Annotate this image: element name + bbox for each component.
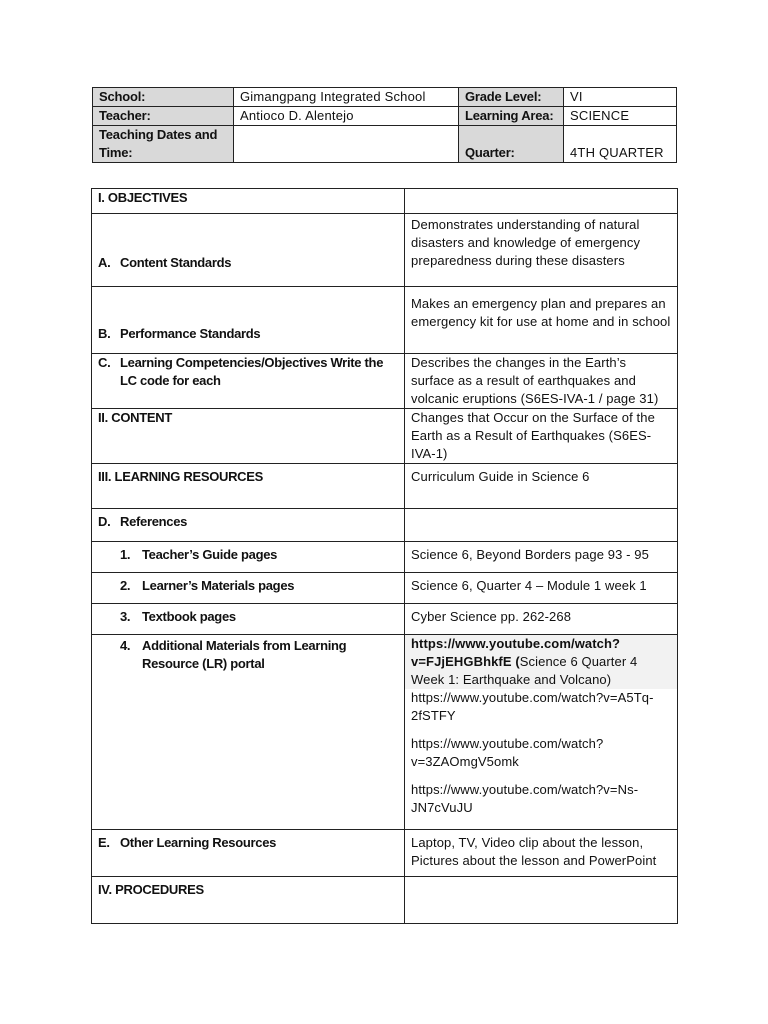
row-content-standards bbox=[92, 214, 678, 287]
row-objectives bbox=[92, 189, 678, 214]
learners-materials-text: Learner’s Materials pages bbox=[142, 578, 295, 593]
performance-standards-number: B. bbox=[98, 326, 111, 341]
quarter-label: Quarter: bbox=[459, 126, 564, 163]
references-text: References bbox=[120, 514, 188, 529]
header-row-school bbox=[93, 88, 677, 107]
content-heading: II. CONTENT bbox=[92, 409, 405, 464]
row-procedures bbox=[92, 877, 678, 924]
teachers-guide-number: 1. bbox=[120, 547, 131, 562]
row-performance-standards bbox=[92, 287, 678, 354]
additional-materials-label bbox=[92, 635, 405, 830]
header-info-table bbox=[92, 87, 677, 163]
procedures-value bbox=[405, 877, 678, 924]
row-references bbox=[92, 509, 678, 542]
school-value: Gimangpang Integrated School bbox=[234, 88, 459, 107]
grade-level-label: Grade Level: bbox=[459, 88, 564, 107]
procedures-heading: IV. PROCEDURES bbox=[92, 877, 405, 924]
row-additional-materials bbox=[92, 635, 678, 830]
additional-materials-text: Additional Materials from Learning Resource (LR) portal bbox=[142, 638, 347, 671]
lesson-plan-table bbox=[91, 188, 678, 924]
link-youtube-1-title: Science 6 Quarter 4 Week 1: Earthquake and Volcano) bbox=[411, 654, 638, 687]
learning-resources-value: Curriculum Guide in Science 6 bbox=[405, 464, 678, 509]
additional-materials-number: 4. bbox=[120, 638, 131, 653]
learners-materials-number: 2. bbox=[120, 578, 131, 593]
link-youtube-4[interactable]: https://www.youtube.com/watch?v=Ns-JN7cVuJU bbox=[411, 782, 639, 815]
textbook-label bbox=[92, 604, 405, 635]
performance-standards-value: Makes an emergency plan and prepares an emergency kit for use at home and in school bbox=[405, 287, 678, 354]
other-resources-label bbox=[92, 830, 405, 877]
textbook-value: Cyber Science pp. 262-268 bbox=[405, 604, 678, 635]
other-resources-number: E. bbox=[98, 835, 110, 850]
teachers-guide-label bbox=[92, 542, 405, 573]
school-label: School: bbox=[93, 88, 234, 107]
teaching-dates-value bbox=[234, 126, 459, 163]
learning-area-value: SCIENCE bbox=[564, 107, 677, 126]
references-label bbox=[92, 509, 405, 542]
teachers-guide-value: Science 6, Beyond Borders page 93 - 95 bbox=[405, 542, 678, 573]
references-value bbox=[405, 509, 678, 542]
learners-materials-value: Science 6, Quarter 4 – Module 1 week 1 bbox=[405, 573, 678, 604]
quarter-value: 4TH QUARTER bbox=[564, 126, 677, 163]
row-learning-resources bbox=[92, 464, 678, 509]
content-standards-number: A. bbox=[98, 255, 111, 270]
content-value: Changes that Occur on the Surface of the Earth as a Result of Earthquakes (S6ES-IVA-1) bbox=[405, 409, 678, 464]
row-content bbox=[92, 409, 678, 464]
competencies-number: C. bbox=[98, 355, 111, 370]
performance-standards-text: Performance Standards bbox=[120, 326, 261, 341]
row-teachers-guide bbox=[92, 542, 678, 573]
objectives-value bbox=[405, 189, 678, 214]
other-resources-text: Other Learning Resources bbox=[120, 835, 277, 850]
row-other-resources bbox=[92, 830, 678, 877]
teaching-dates-label: Teaching Dates and Time: bbox=[93, 126, 234, 163]
competencies-label bbox=[92, 354, 405, 409]
link-youtube-1-box bbox=[405, 635, 677, 689]
competencies-text: Learning Competencies/Objectives Write the LC code for each bbox=[120, 355, 384, 388]
teachers-guide-text: Teacher’s Guide pages bbox=[142, 547, 278, 562]
link-youtube-1[interactable]: https://www.youtube.com/watch?v=FJjEHGBhkfE ( bbox=[411, 636, 621, 669]
teacher-value: Antioco D. Alentejo bbox=[234, 107, 459, 126]
performance-standards-label bbox=[92, 287, 405, 354]
header-row-teacher bbox=[93, 107, 677, 126]
teacher-label: Teacher: bbox=[93, 107, 234, 126]
learners-materials-label bbox=[92, 573, 405, 604]
content-standards-text: Content Standards bbox=[120, 255, 232, 270]
textbook-number: 3. bbox=[120, 609, 131, 624]
link-youtube-3[interactable]: https://www.youtube.com/watch?v=3ZAOmgV5omk bbox=[411, 736, 604, 769]
content-standards-label bbox=[92, 214, 405, 287]
textbook-text: Textbook pages bbox=[142, 609, 236, 624]
row-textbook bbox=[92, 604, 678, 635]
row-learners-materials bbox=[92, 573, 678, 604]
grade-level-value: VI bbox=[564, 88, 677, 107]
link-youtube-2[interactable]: https://www.youtube.com/watch?v=A5Tq-2fSTFY bbox=[411, 690, 654, 723]
references-number: D. bbox=[98, 514, 111, 529]
other-resources-value: Laptop, TV, Video clip about the lesson, Pictures about the lesson and PowerPoint bbox=[405, 830, 678, 877]
row-competencies bbox=[92, 354, 678, 409]
competencies-value: Describes the changes in the Earth’s surface as a result of earthquakes and volcanic eruptions (S6ES-IVA-1 / page 31) bbox=[405, 354, 678, 409]
header-row-dates bbox=[93, 126, 677, 163]
learning-resources-heading: III. LEARNING RESOURCES bbox=[92, 464, 405, 509]
learning-area-label: Learning Area: bbox=[459, 107, 564, 126]
objectives-heading: I. OBJECTIVES bbox=[92, 189, 405, 214]
content-standards-value: Demonstrates understanding of natural disasters and knowledge of emergency preparedness during these disasters bbox=[405, 214, 678, 287]
additional-materials-value bbox=[405, 635, 678, 830]
